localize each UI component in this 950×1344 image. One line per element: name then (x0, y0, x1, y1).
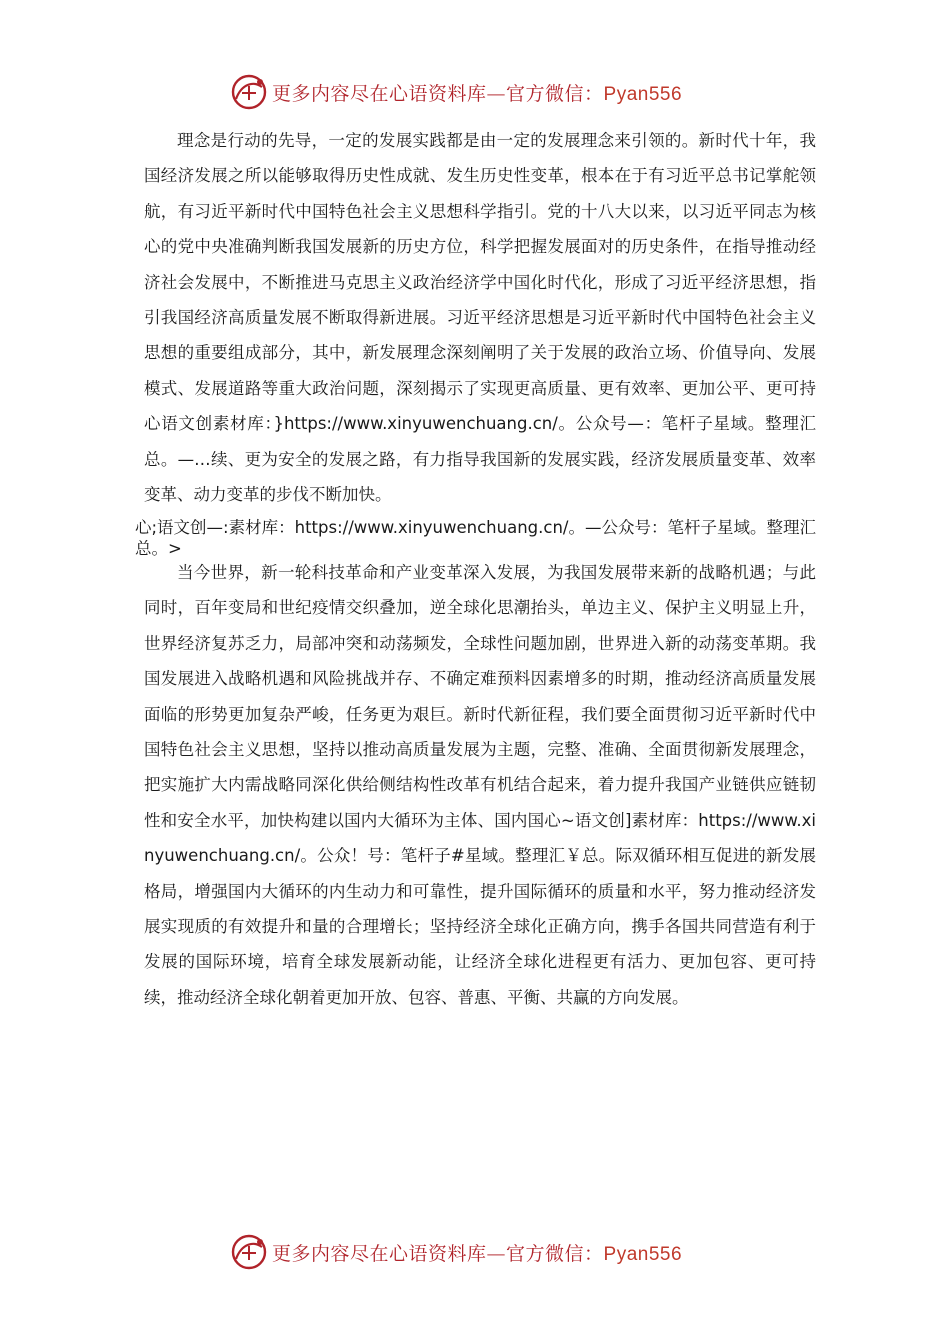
footer-banner-handle: Pyan556 (603, 1243, 683, 1265)
header-banner-handle: Pyan556 (603, 83, 683, 105)
header-banner-main: 更多内容尽在心语资料库 (272, 82, 487, 105)
header-banner-separator: — (486, 82, 507, 105)
header-banner-text (272, 79, 682, 106)
footer-banner-main: 更多内容尽在心语资料库 (272, 1242, 487, 1265)
header-banner (230, 72, 750, 112)
brand-logo-icon (230, 73, 268, 111)
footer-banner-separator: — (486, 1242, 507, 1265)
watermark-stray-line: 心;语文创—:素材库：https://www.xinyuwenchuang.cn/。—公众号：笔杆子星域。整理汇总。> (135, 518, 816, 558)
footer-banner-text (272, 1239, 682, 1266)
footer-banner-wechat-label: 官方微信： (506, 1242, 604, 1265)
body-paragraph-2: 当今世界，新一轮科技革命和产业变革深入发展，为我国发展带来新的战略机遇；与此同时，百年变局和世纪疫情交织叠加，逆全球化思潮抬头，单边主义、保护主义明显上升，世界经济复苏乏力，局部冲突和动荡频发，全球性问题加剧，世界进入新的动荡变革期。我国发展进入战略机遇和风险挑战并存、不确定难预料因素增多的时期，推动经济高质量发展面临的形势更加复杂严峻，任务更为艰巨。新时代新征程，我们要全面贯彻习近平新时代中国特色社会主义思想，坚持以推动高质量发展为主题，完整、准确、全面贯彻新发展理念，把实施扩大内需战略同深化供给侧结构性改革有机结合起来，着力提升我国产业链供应链韧性和安全水平，加快构建以国内大循环为主体、国内国心~语文创]素材库：https://www.xinyuwenchuang.cn/。公众！号：笔杆子#星域。整理汇￥总。际双循环相互促进的新发展格局，增强国内大循环的内生动力和可靠性，提升国际循环的质量和水平，努力推动经济发展实现质的有效提升和量的合理增长；坚持经济全球化正确方向，携手各国共同营造有利于发展的国际环境，培育全球发展新动能，让经济全球化进程更有活力、更加包容、更可持续，推动经济全球化朝着更加开放、包容、普惠、平衡、共赢的方向发展。 (144, 563, 816, 1007)
body-paragraph-1: 理念是行动的先导，一定的发展实践都是由一定的发展理念来引领的。新时代十年，我国经济发展之所以能够取得历史性成就、发生历史性变革，根本在于有习近平总书记掌舵领航，有习近平新时代中国特色社会主义思想科学指引。党的十八大以来，以习近平同志为核心的党中央准确判断我国发展新的历史方位，科学把握发展面对的历史条件，在指导推动经济社会发展中，不断推进马克思主义政治经济学中国化时代化，形成了习近平经济思想，指引我国经济高质量发展不断取得新进展。习近平经济思想是习近平新时代中国特色社会主义思想的重要组成部分，其中，新发展理念深刻阐明了关于发展的政治立场、价值导向、发展模式、发展道路等重大政治问题，深刻揭示了实现更高质量、更有效率、更加公平、更可持心语文创素材库：}https://www.xinyuwenchuang.cn/。公众号—：笔杆子星域。整理汇总。—…续、更为安全的发展之路，有力指导我国新的发展实践，经济发展质量变革、效率变革、动力变革的步伐不断加快。 (144, 131, 816, 505)
footer-banner (230, 1232, 750, 1272)
header-banner-wechat-label: 官方微信： (506, 82, 604, 105)
brand-logo-icon (230, 1233, 268, 1271)
